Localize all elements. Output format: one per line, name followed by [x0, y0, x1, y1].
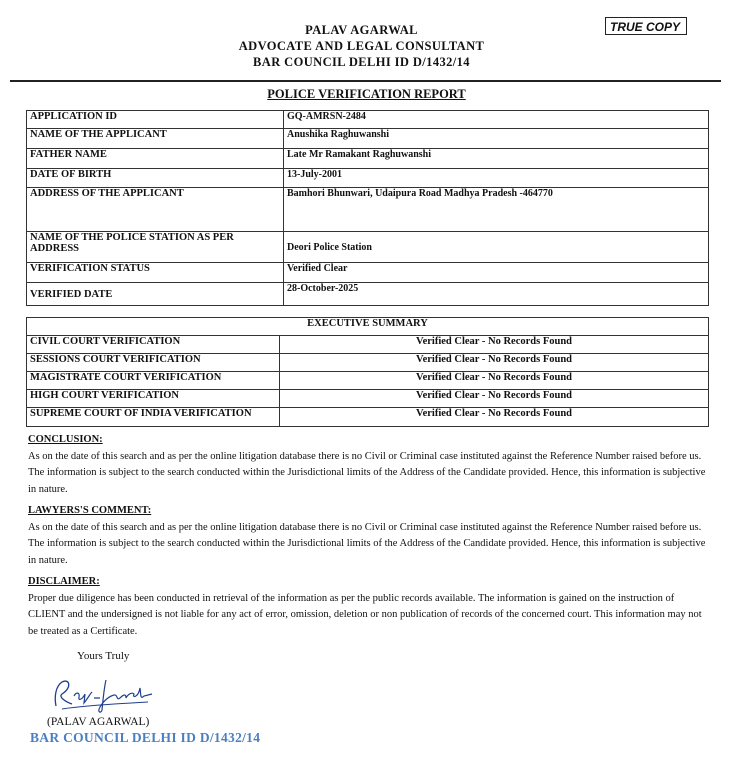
summary-label: HIGH COURT VERIFICATION	[27, 390, 280, 408]
conclusion-heading: CONCLUSION:	[28, 434, 103, 445]
footer-bar-council-id: BAR COUNCIL DELHI ID D/1432/14	[30, 730, 261, 745]
detail-label: NAME OF THE POLICE STATION AS PER ADDRESS	[27, 232, 284, 263]
table-row	[27, 169, 709, 188]
detail-value: 28-October-2025	[284, 283, 709, 306]
summary-value: Verified Clear - No Records Found	[280, 390, 709, 408]
table-row	[27, 354, 709, 372]
header-divider	[10, 80, 721, 82]
detail-value: Bamhori Bhunwari, Udaipura Road Madhya Pradesh -464770	[284, 188, 709, 232]
summary-value: Verified Clear - No Records Found	[280, 336, 709, 354]
conclusion-section	[28, 432, 708, 498]
summary-label: MAGISTRATE COURT VERIFICATION	[27, 372, 280, 390]
detail-value: Verified Clear	[284, 263, 709, 283]
table-row	[27, 336, 709, 354]
closing-salutation: Yours Truly	[77, 650, 130, 662]
lawyers-comment-text: As on the date of this search and as per the online litigation database there is no Civil or Criminal case instituted against the Reference Number raised before us. The information is subject to the search conducted within the Jurisdictional limits of the Address of the Candidate provided. Hence, this information is subjective in nature.	[28, 521, 706, 566]
summary-value: Verified Clear - No Records Found	[280, 408, 709, 427]
handwritten-signature	[48, 674, 158, 714]
detail-value: GQ-AMRSN-2484	[284, 111, 709, 129]
summary-label: CIVIL COURT VERIFICATION	[27, 336, 280, 354]
table-row	[27, 283, 709, 306]
table-row	[27, 232, 709, 263]
detail-label: APPLICATION ID	[27, 111, 284, 129]
detail-label: FATHER NAME	[27, 149, 284, 169]
table-row	[27, 372, 709, 390]
summary-label: SESSIONS COURT VERIFICATION	[27, 354, 280, 372]
detail-value: 13-July-2001	[284, 169, 709, 188]
true-copy-stamp: TRUE COPY	[605, 17, 687, 35]
detail-label: ADDRESS OF THE APPLICANT	[27, 188, 284, 232]
table-header-row	[27, 318, 709, 336]
detail-label: DATE OF BIRTH	[27, 169, 284, 188]
disclaimer-heading: DISCLAIMER:	[28, 576, 100, 587]
summary-value: Verified Clear - No Records Found	[280, 354, 709, 372]
lawyers-comment-heading: LAWYERS'S COMMENT:	[28, 505, 152, 516]
advocate-role: ADVOCATE AND LEGAL CONSULTANT	[238, 39, 485, 53]
table-row	[27, 129, 709, 149]
summary-value: Verified Clear - No Records Found	[280, 372, 709, 390]
detail-label: VERIFIED DATE	[27, 283, 284, 306]
table-row	[27, 263, 709, 283]
table-row	[27, 390, 709, 408]
table-row	[27, 149, 709, 169]
summary-label: SUPREME COURT OF INDIA VERIFICATION	[27, 408, 280, 427]
detail-label: VERIFICATION STATUS	[27, 263, 284, 283]
disclaimer-section	[28, 574, 708, 640]
executive-summary-title: EXECUTIVE SUMMARY	[27, 318, 709, 336]
lawyers-comment-section	[28, 503, 708, 569]
detail-label: NAME OF THE APPLICANT	[27, 129, 284, 149]
applicant-details-table	[26, 110, 709, 306]
detail-value: Anushika Raghuwanshi	[284, 129, 709, 149]
conclusion-text: As on the date of this search and as per the online litigation database there is no Civil or Criminal case instituted against the Reference Number raised before us. The information is subject to the search conducted within the Jurisdictional limits of the Address of the Candidate provided. Hence, this information is subjective in nature.	[28, 450, 706, 495]
detail-value: Late Mr Ramakant Raghuwanshi	[284, 149, 709, 169]
signatory-name: (PALAV AGARWAL)	[47, 716, 150, 728]
table-row	[27, 111, 709, 129]
executive-summary-table	[26, 317, 709, 427]
table-row	[27, 188, 709, 232]
bar-council-id: BAR COUNCIL DELHI ID D/1432/14	[253, 55, 470, 69]
table-row	[27, 408, 709, 427]
report-title: POLICE VERIFICATION REPORT	[267, 87, 466, 101]
detail-value: Deori Police Station	[284, 232, 709, 263]
advocate-name: PALAV AGARWAL	[305, 23, 418, 37]
disclaimer-text: Proper due diligence has been conducted in retrieval of the information as per the public records available. The information is gained on the instruction of CLIENT and the undersigned is not liable for any act of error, omission, deletion or non publication of records of the concerned court. This information may not be treated as a Certificate.	[28, 592, 702, 637]
